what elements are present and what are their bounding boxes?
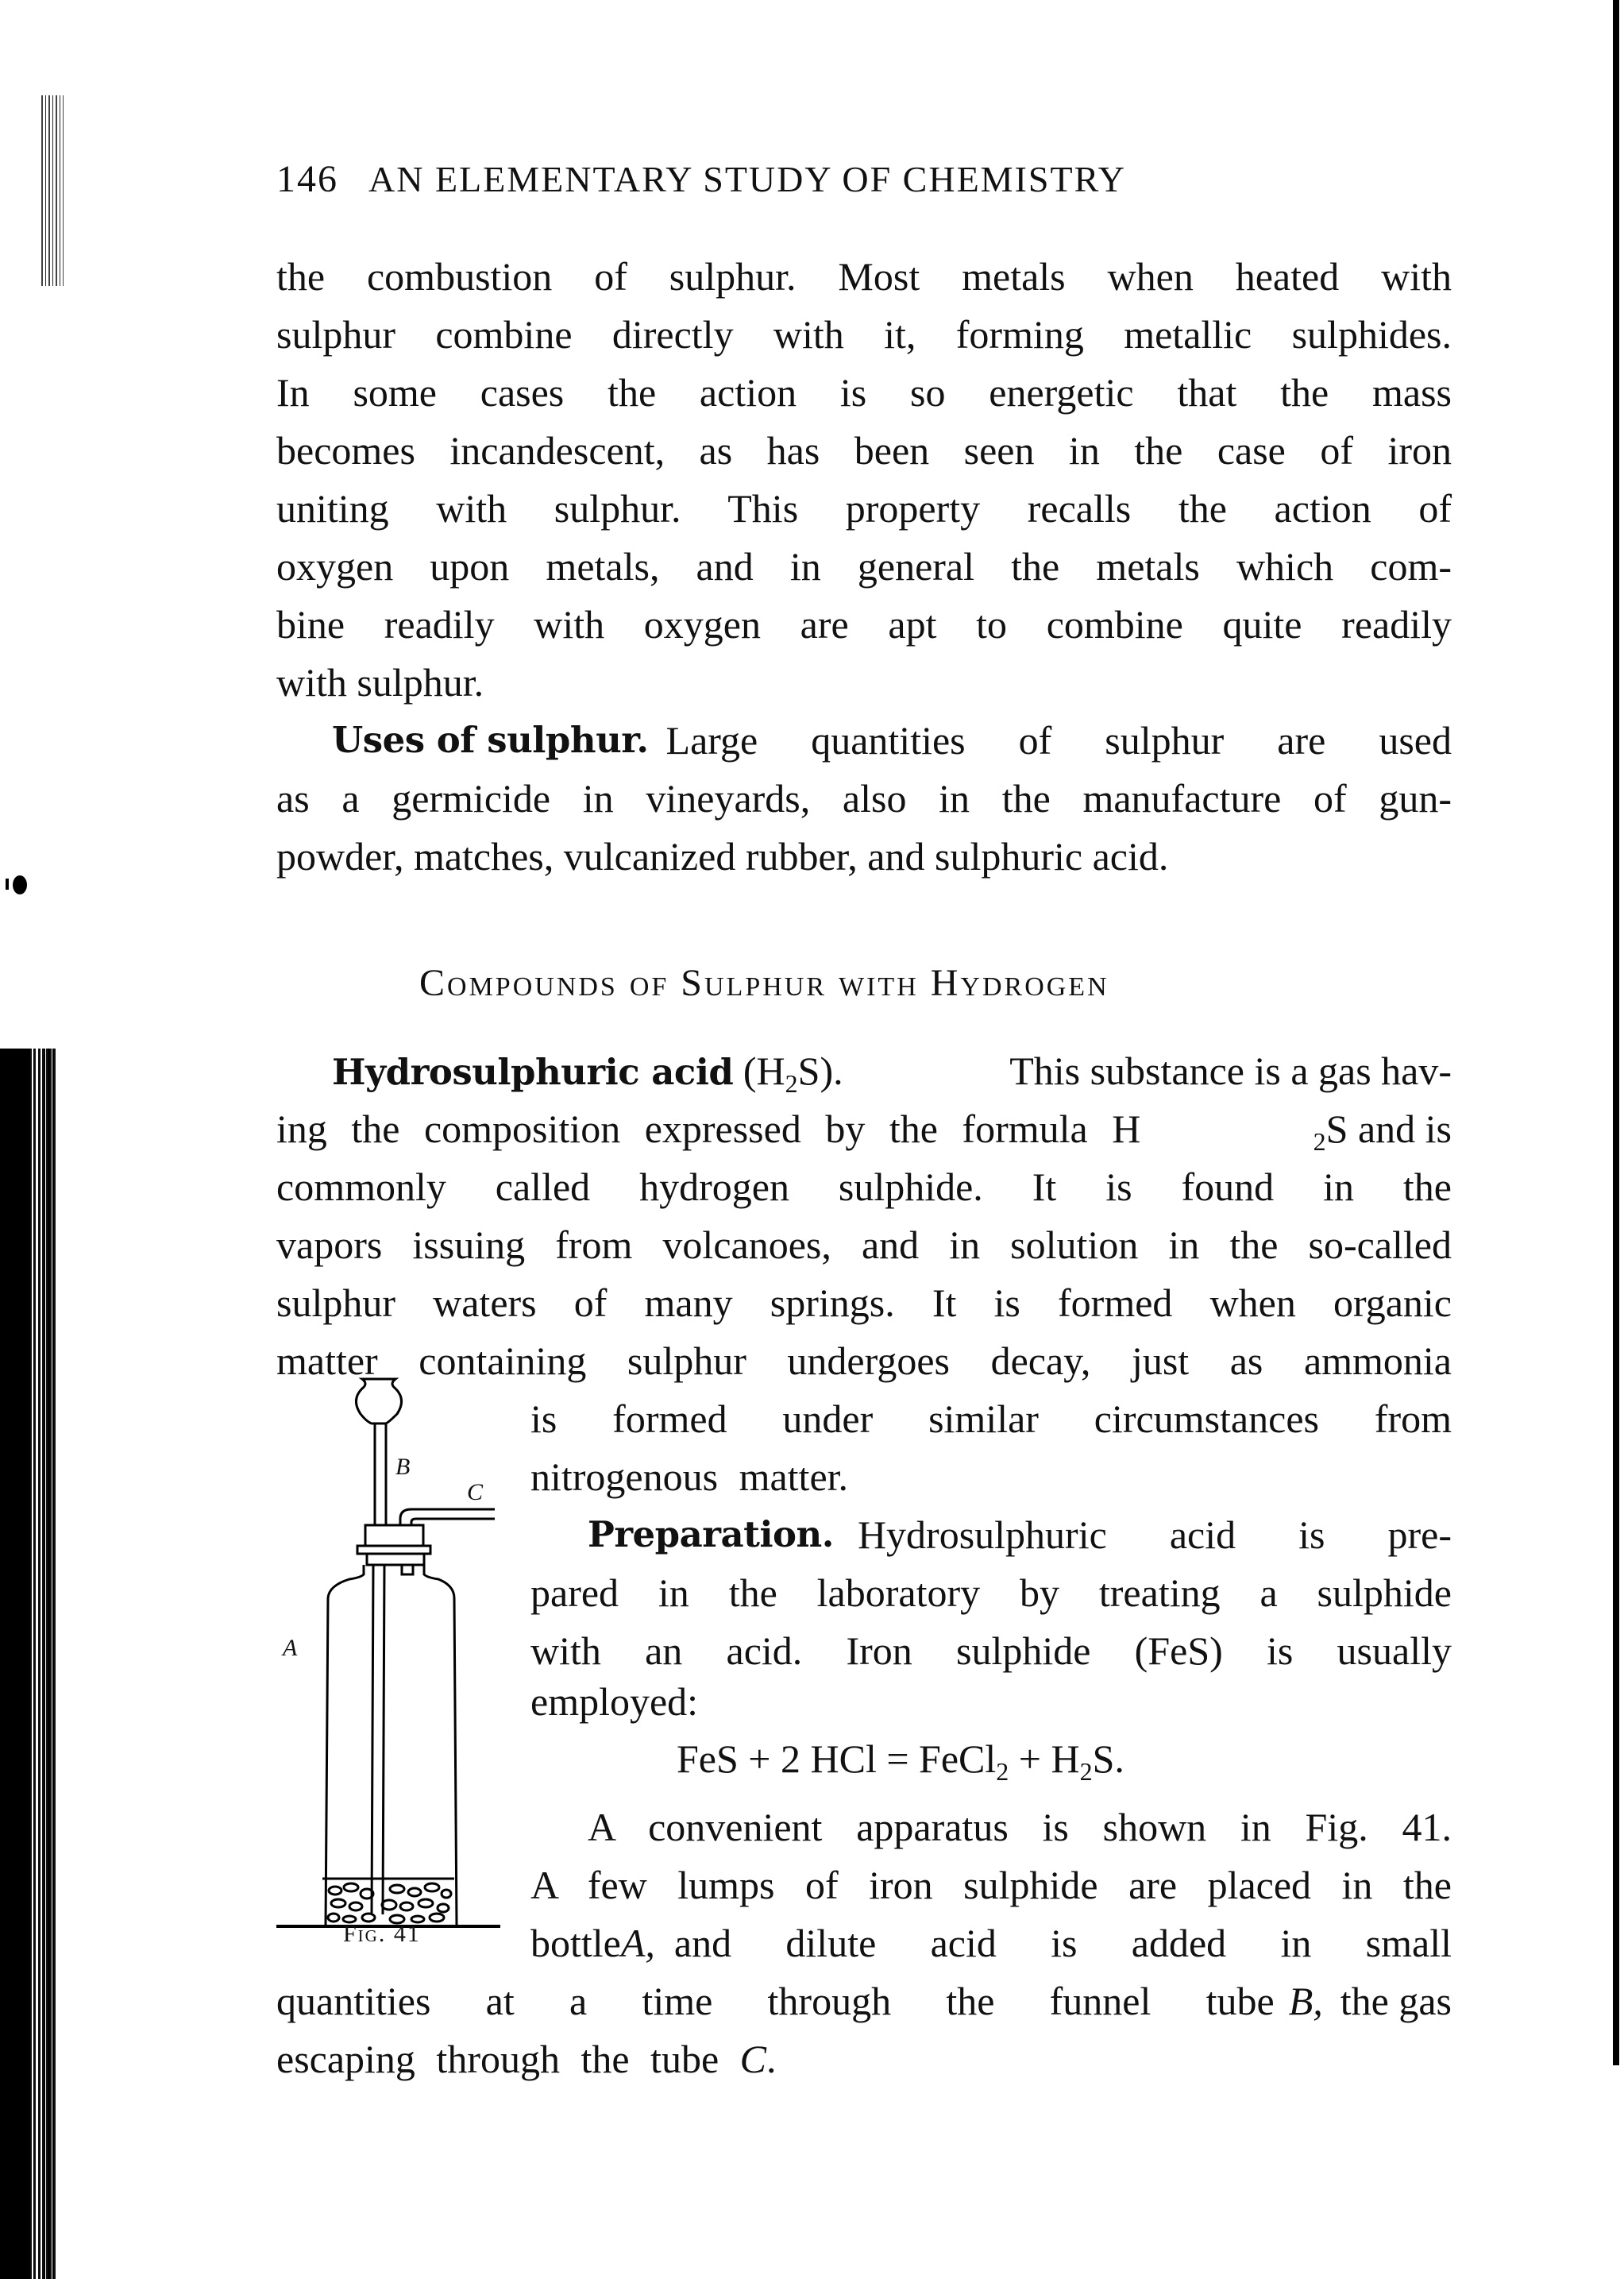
text-line: pared in the laboratory by treating a sulphide <box>530 1570 1452 1615</box>
page-edge-rule <box>1613 0 1619 2065</box>
chemical-equation: FeS + 2 HCl = FeCl$_2$ + $H_2S$. <box>677 1736 1124 1786</box>
text-line: commonly called hydrogen sulphide. It is found in the <box>276 1165 1452 1209</box>
text-line: vapors issuing from volcanoes, and in solution in the so-called <box>276 1223 1452 1267</box>
text-line: uniting with sulphur. This property recalls the action of <box>276 486 1452 531</box>
text-line: as a germicide in vineyards, also in the manufacture of gun- <box>276 776 1452 821</box>
figure-41-apparatus <box>270 1366 524 1946</box>
text-line: with sulphur. <box>276 660 484 705</box>
text-line: sulphur waters of many springs. It is formed when organic <box>276 1280 1452 1325</box>
text-line: A convenient apparatus is shown in Fig. 41. <box>588 1805 1452 1849</box>
running-head <box>276 157 1126 201</box>
binding-shadow-top <box>41 95 64 286</box>
text-line: In some cases the action is so energetic that the mass <box>276 370 1452 415</box>
text-line: A few lumps of iron sulphide are placed in the <box>530 1863 1452 1907</box>
text-line: matter containing sulphur undergoes decay, just as ammonia <box>276 1338 1452 1383</box>
text-line: the combustion of sulphur. Most metals when heated with <box>276 254 1452 299</box>
text-line: with an acid. Iron sulphide (FeS) is usually <box>530 1628 1452 1673</box>
text-line: Large quantities of sulphur are used <box>665 718 1452 763</box>
text-line: This substance is a gas hav- <box>1009 1049 1452 1093</box>
label-bottle-a: A <box>283 1635 298 1661</box>
page-number: 146 <box>276 158 338 200</box>
text-line: is formed under similar circumstances from <box>530 1396 1452 1441</box>
label-tube-c: C <box>467 1479 484 1505</box>
label-funnel-tube-b: B <box>395 1454 411 1480</box>
figure-caption: Fig. 41 <box>343 1921 421 1947</box>
book-page: 146 AN ELEMENTARY STUDY OF CHEMISTRY the combustion of sulphur. Most metals when heated with sulphur combine directly with it, forming metallic sulphides. In some cases the action is so energetic that the mass becomes incandescent, as has been seen in the case of iron uniting with sulphur. This property recalls the action of oxygen upon metals, and in general the metals which com- bine readily with oxygen are apt to combine quite readily with sulphur. Uses of sulphur. Large quantities of sulphur are used as a germicide in vineyards, also in the manufacture of gun- powder, matches, vulcanized rubber, and sulphuric acid. Compounds of Sulphur with Hydrogen Hydrosulphuric acid $(H_2S)$. This substance is a gas hav- ing the composition expressed by the formula H $_2$S and is commonly called hydrogen sulphide. It is found in the vapors issuing from volcanoes, and in solution in the so-called sulphur waters of many springs. It is formed when organic matter containing sulphur undergoes decay, just as ammonia is formed under similar circumstances from nitrogenous matter. Preparation. Hydrosulphuric acid is pre- pared in the laboratory by treating a sulphide with an acid. Iron sulphide (FeS) is usually employed: FeS + 2 HCl = FeCl$_2$ + $H_2S$. A convenient apparatus is shown in Fig. 41. A few lumps of iron sulphide are placed in the bottle A, and dilute acid is added in small quantities at a time through the funnel tube B, the gas escaping through the tube C. B C A Fig. 41 <box>0 0 1624 2279</box>
uses-heading: Uses of sulphur. <box>332 719 649 761</box>
text-line: sulphur combine directly with it, forming metallic sulphides. <box>276 312 1452 357</box>
text-line: nitrogenous matter. <box>530 1454 849 1499</box>
binding-shadow <box>0 1049 56 2279</box>
h2s-heading: Hydrosulphuric acid <box>332 1051 734 1093</box>
binding-blot <box>4 874 28 898</box>
section-heading: Compounds of Sulphur with Hydrogen <box>419 962 1109 1004</box>
text-line: becomes incandescent, as has been seen in the case of iron <box>276 428 1452 473</box>
preparation-heading: Preparation. <box>588 1513 834 1555</box>
text-line: powder, matches, vulcanized rubber, and sulphuric acid. <box>276 834 1169 879</box>
running-title: AN ELEMENTARY STUDY OF CHEMISTRY <box>368 159 1126 199</box>
text-line: bine readily with oxygen are apt to combine quite readily <box>276 602 1452 647</box>
text-line: employed: <box>530 1679 699 1724</box>
text-line: Hydrosulphuric acid is pre- <box>857 1512 1452 1557</box>
text-line: oxygen upon metals, and in general the metals which com- <box>276 544 1452 589</box>
